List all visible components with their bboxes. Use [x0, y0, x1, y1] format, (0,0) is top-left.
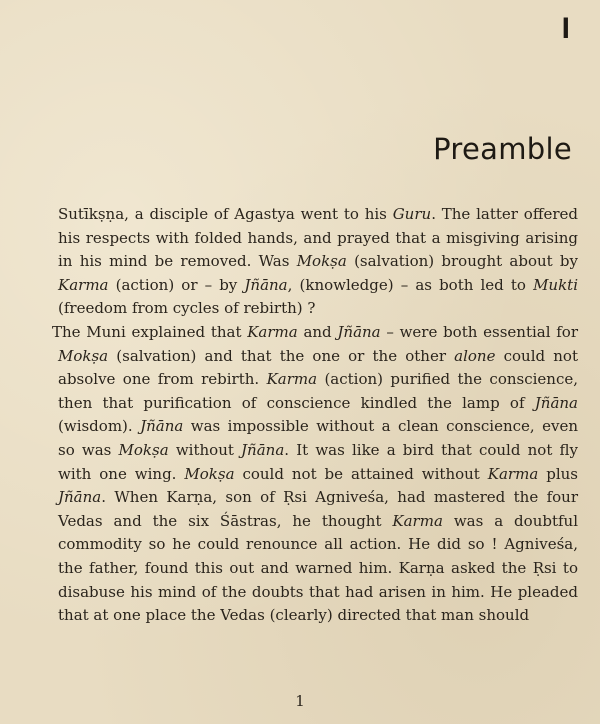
text-run: . The latter offered his respects with folded hands, and prayed that a misgiving arising in his mind be removed. Was — [58, 205, 579, 271]
italic-term: Mokṣa — [184, 464, 235, 483]
italic-term: Karma — [392, 511, 443, 530]
text-run: (action) purified the conscience, then that purification of conscience kindled the lamp of — [58, 370, 578, 412]
italic-term: Karma — [58, 275, 109, 294]
italic-term: Guru — [392, 205, 432, 223]
italic-term: Jñāna — [244, 275, 288, 294]
italic-term: Mokṣa — [58, 346, 109, 365]
paragraph-2 — [52, 321, 579, 628]
italic-term: Jñāna — [534, 393, 578, 412]
italic-term: Karma — [266, 370, 318, 389]
text-run: , (knowledge) – as both led to — [287, 275, 534, 294]
text-run: (salvation) brought about by — [346, 252, 578, 271]
italic-term: Karma — [247, 322, 298, 341]
text-run: (salvation) and that the one or the other — [108, 346, 455, 365]
italic-term: Karma — [487, 464, 539, 483]
text-run: (action) or – by — [108, 275, 245, 294]
italic-term: Jñāna — [241, 440, 285, 459]
italic-term: alone — [454, 346, 496, 365]
chapter-title: Preamble — [433, 132, 572, 166]
text-run: (wisdom). — [58, 417, 141, 436]
chapter-number: I — [561, 12, 570, 45]
text-run: – were both essential for — [380, 322, 578, 341]
text-run: (freedom from cycles of rebirth) ? — [58, 299, 316, 318]
text-run: . It was like a bird that could not fly with one wing. — [58, 440, 578, 483]
italic-term: Jñāna — [337, 322, 381, 341]
text-run: was impossible without a clean conscience, even so was — [58, 417, 579, 459]
page-number: 1 — [295, 692, 305, 710]
italic-term: Mukti — [533, 275, 578, 294]
text-run: plus — [538, 464, 578, 483]
text-run: without — [168, 440, 242, 459]
italic-term: Jñāna — [140, 417, 184, 436]
italic-term: Mokṣa — [296, 252, 347, 271]
italic-term: Jñāna — [58, 488, 102, 507]
text-run: and — [297, 322, 338, 341]
text-run: . When Karṇa, son of Ṛsi Agniveśa, had mastered the four Vedas and the six Śāstras, he thought — [58, 488, 578, 530]
italic-term: Mokṣa — [118, 440, 169, 459]
text-run: was a doubtful commodity so he could renounce all action. He did so ! Agniveśa, the father, found this out and warned him. Karṇa asked the Ṛsi to disabuse his mind of the doubts that had arisen in him. He pleaded that at one place the Vedas (clearly) directed that man should — [58, 511, 578, 625]
text-run: could not be attained without — [234, 464, 488, 483]
text-run: The Muni explained that — [52, 322, 248, 341]
text-run: Sutīkṣṇa, a disciple of Agastya went to his — [58, 205, 393, 223]
body-text — [52, 203, 579, 628]
paragraph-1 — [58, 203, 578, 321]
text-run: could not absolve one from rebirth. — [58, 346, 578, 389]
